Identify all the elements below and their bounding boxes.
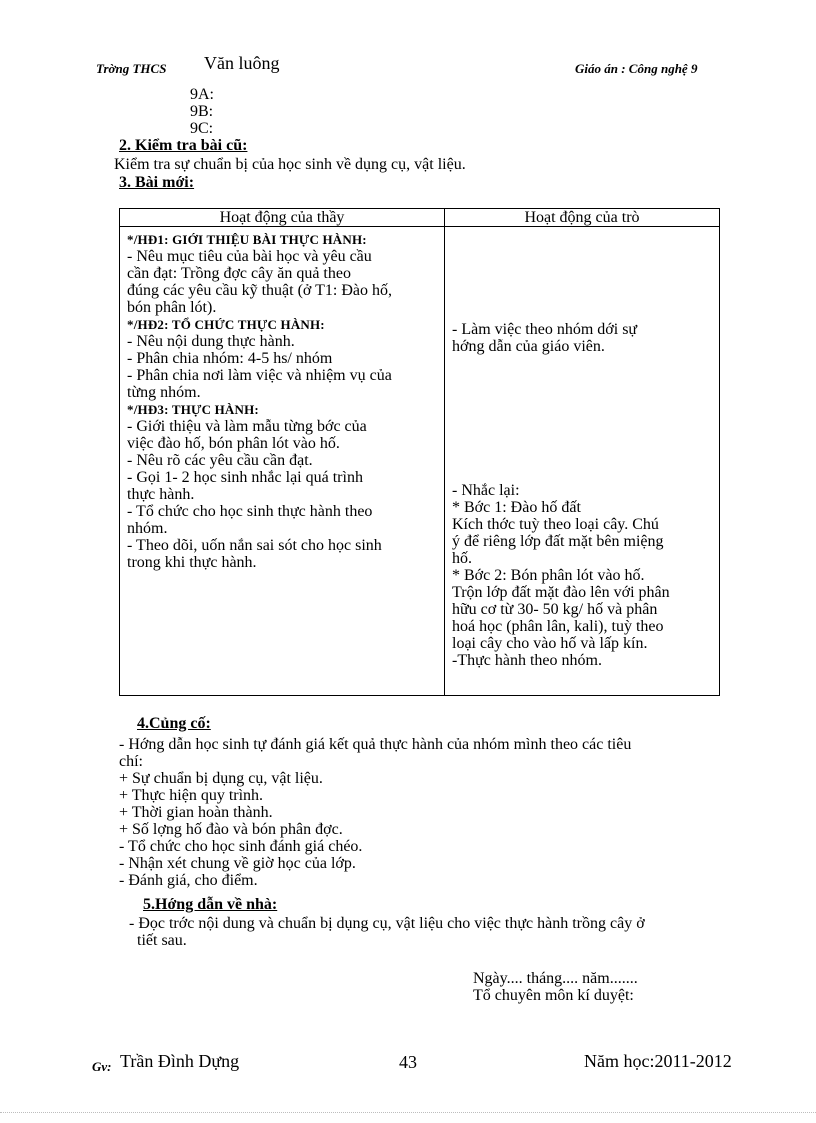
- teacher-line: thực hành.: [127, 486, 195, 503]
- section4-heading: 4.Củng cố:: [137, 715, 211, 732]
- signature-approver: Tổ chuyên môn kí duyệt:: [473, 987, 634, 1004]
- section2-heading: 2. Kiểm tra bài cũ:: [119, 137, 248, 154]
- column-header-student: Hoạt động của trò: [445, 209, 720, 227]
- teacher-line: việc đào hố, bón phân lót vào hố.: [127, 435, 340, 452]
- footer-school-year: Năm học:2011-2012: [584, 1051, 732, 1071]
- section4-line: chí:: [119, 753, 143, 770]
- section4-line: + Thực hiện quy trình.: [119, 787, 264, 804]
- header-doc-type: Giáo án : Công nghệ 9: [575, 61, 698, 76]
- student-line: hoá học (phân lân, kali), tuỳ theo: [452, 618, 664, 635]
- column-header-teacher: Hoạt động của thầy: [120, 209, 445, 227]
- student-line: * Bớc 2: Bón phân lót vào hố.: [452, 567, 645, 584]
- section4-line: + Số lợng hố đào và bón phân đợc.: [119, 821, 343, 838]
- page-number: 43: [399, 1052, 417, 1072]
- section2-body: Kiểm tra sự chuẩn bị của học sinh về dụng cụ, vật liệu.: [114, 156, 466, 173]
- teacher-line: - Giới thiệu và làm mẫu từng bớc của: [127, 418, 367, 435]
- signature-date: Ngày.... tháng.... năm.......: [473, 970, 638, 987]
- activity-heading: */HĐ2: TỔ CHỨC THỰC HÀNH:: [127, 317, 325, 332]
- section4-line: + Sự chuẩn bị dụng cụ, vật liệu.: [119, 770, 323, 787]
- student-line: - Nhắc lại:: [452, 482, 520, 499]
- section4-line: - Tổ chức cho học sinh đánh giá chéo.: [119, 838, 363, 855]
- student-line: ý để riêng lớp đất mặt bên miệng: [452, 533, 664, 550]
- class-item: 9A:: [190, 86, 214, 103]
- teacher-line: - Nêu mục tiêu của bài học và yêu cầu: [127, 248, 372, 265]
- class-item: 9C:: [190, 120, 214, 137]
- teacher-line: cần đạt: Trồng đợc cây ăn quả theo: [127, 265, 351, 282]
- footer-divider: [0, 1112, 816, 1113]
- section4-line: - Hớng dẫn học sinh tự đánh giá kết quả thực hành của nhóm mình theo các tiêu: [119, 736, 632, 753]
- student-line: hữu cơ từ 30- 50 kg/ hố và phân: [452, 601, 658, 618]
- student-line: hố.: [452, 550, 472, 567]
- teacher-activities-cell: [120, 227, 445, 696]
- footer-teacher-prefix: Gv:: [92, 1059, 112, 1074]
- teacher-line: đúng các yêu cầu kỹ thuật (ở T1: Đào hố,: [127, 282, 392, 299]
- teacher-line: - Nêu rõ các yêu cầu cần đạt.: [127, 452, 313, 469]
- teacher-line: nhóm.: [127, 520, 168, 537]
- section4-line: - Nhận xét chung về giờ học của lớp.: [119, 855, 356, 872]
- teacher-line: - Nêu nội dung thực hành.: [127, 333, 295, 350]
- section5-heading: 5.Hớng dẫn về nhà:: [143, 896, 278, 913]
- student-line: * Bớc 1: Đào hố đất: [452, 499, 581, 516]
- section5-line: tiết sau.: [137, 932, 187, 949]
- student-line: -Thực hành theo nhóm.: [452, 652, 602, 669]
- teacher-line: bón phân lót).: [127, 299, 217, 316]
- section5-body: [129, 915, 645, 949]
- section4-body: [119, 736, 631, 889]
- activity-heading: */HĐ3: THỰC HÀNH:: [127, 402, 259, 417]
- header-school-name: Văn luông: [204, 53, 280, 73]
- teacher-line: - Phân chia nơi làm việc và nhiệm vụ của: [127, 367, 392, 384]
- student-line: - Làm việc theo nhóm dới sự: [452, 321, 638, 338]
- teacher-line: - Theo dõi, uốn nắn sai sót cho học sinh: [127, 537, 382, 554]
- student-line: loại cây cho vào hố và lấp kín.: [452, 635, 648, 652]
- student-line: Trộn lớp đất mặt đào lên với phân: [452, 584, 670, 601]
- section4-line: + Thời gian hoàn thành.: [119, 804, 273, 821]
- section3-heading: 3. Bài mới:: [119, 174, 195, 191]
- student-activities-cell: [445, 227, 720, 696]
- class-list: [190, 86, 214, 137]
- section4-line: - Đánh giá, cho điểm.: [119, 872, 258, 889]
- activity-table: [119, 208, 720, 696]
- student-line: Kích thớc tuỳ theo loại cây. Chú: [452, 516, 659, 533]
- teacher-line: trong khi thực hành.: [127, 554, 257, 571]
- teacher-line: - Gọi 1- 2 học sinh nhắc lại quá trình: [127, 469, 363, 486]
- teacher-line: từng nhóm.: [127, 384, 201, 401]
- teacher-line: - Phân chia nhóm: 4-5 hs/ nhóm: [127, 350, 333, 367]
- header-school-prefix: Trờng THCS: [96, 61, 167, 76]
- student-line: hớng dẫn của giáo viên.: [452, 338, 605, 355]
- teacher-line: - Tổ chức cho học sinh thực hành theo: [127, 503, 373, 520]
- class-item: 9B:: [190, 103, 214, 120]
- signature-block: [473, 970, 638, 1004]
- section5-line: - Đọc trớc nội dung và chuẩn bị dụng cụ, vật liệu cho việc thực hành trồng cây ở: [129, 915, 645, 932]
- activity-heading: */HĐ1: GIỚI THIỆU BÀI THỰC HÀNH:: [127, 232, 367, 247]
- footer-teacher-name: Trần Đình Dựng: [120, 1051, 240, 1071]
